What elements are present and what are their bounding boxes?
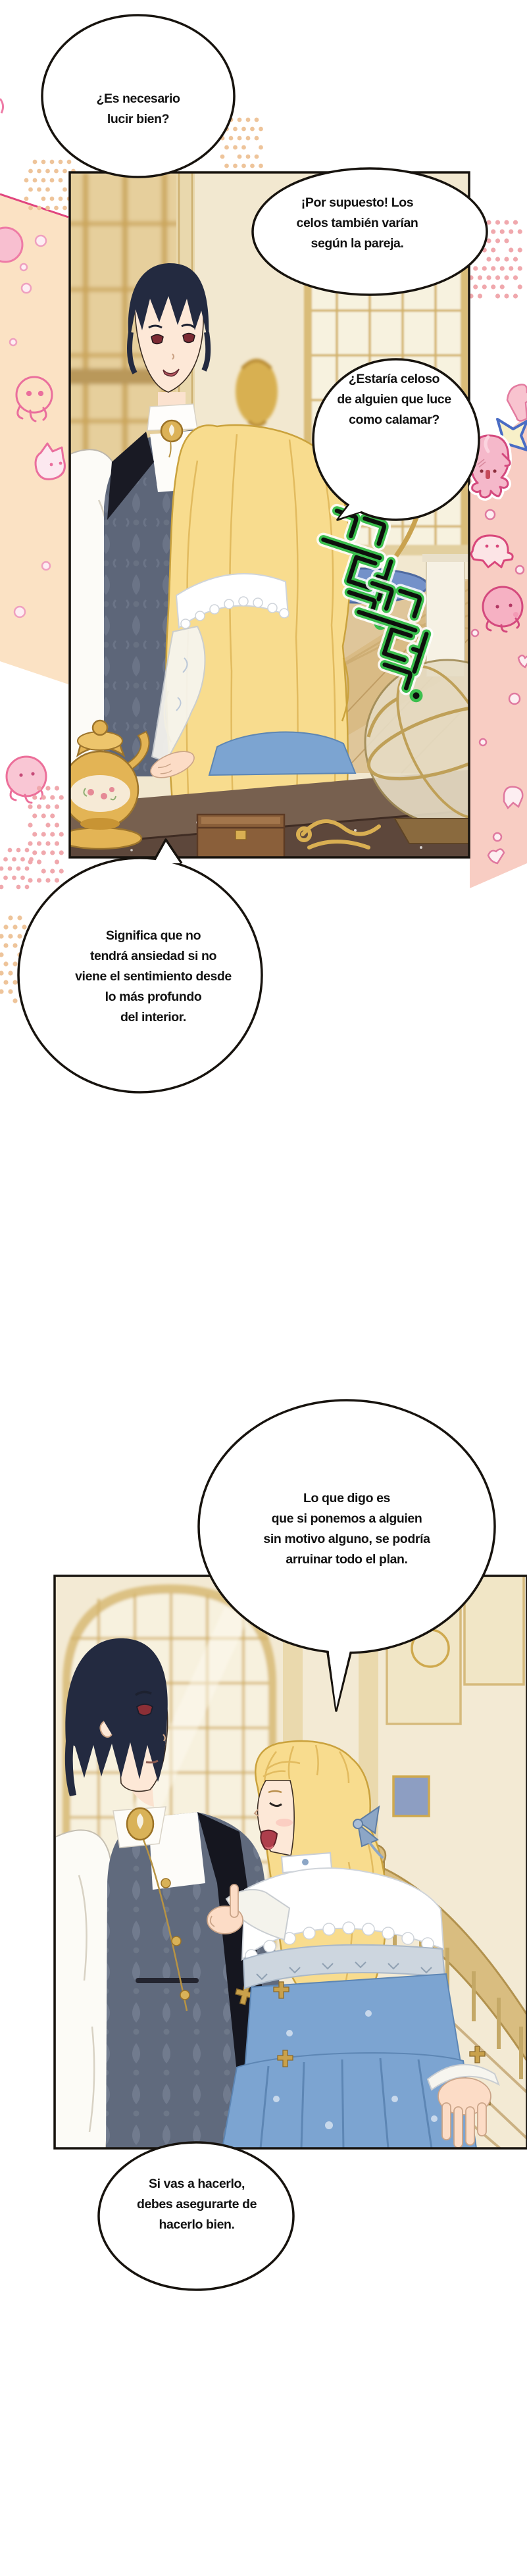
stipple-dot (500, 266, 505, 270)
stipple-dot (59, 178, 63, 183)
stipple-dot (259, 145, 263, 150)
stipple-dot (28, 822, 32, 827)
stipple-dot (3, 943, 8, 947)
stipple-dot (0, 989, 4, 994)
stipple-dot (25, 867, 30, 871)
stipple-dot (0, 867, 3, 871)
stipple-dot (32, 850, 37, 855)
stipple-dot (28, 188, 33, 192)
stipple-dot (50, 795, 55, 799)
stipple-dot (28, 878, 32, 882)
stipple-dot (473, 284, 478, 289)
stipple-dot (33, 160, 38, 164)
stipple-dot (478, 293, 482, 298)
stipple-dot (495, 257, 500, 261)
stipple-dot (255, 155, 259, 159)
stipple-dot (59, 850, 64, 855)
stipple-dot (59, 160, 63, 164)
stipple-dot (45, 804, 50, 809)
bubble6-text: Si vas a hacerlo, debes asegurarte de hacerlo bien. (136, 2176, 257, 2232)
stipple-dot (59, 869, 64, 873)
stipple-dot (3, 876, 8, 880)
stipple-dot (0, 952, 4, 957)
stipple-dot (473, 266, 478, 270)
stipple-dot (0, 971, 4, 975)
torn-blob-doodle-icon (507, 384, 527, 420)
stipple-dot (241, 145, 246, 150)
stipple-dot (37, 206, 41, 211)
stipple-dot (29, 857, 34, 862)
stipple-dot (504, 238, 509, 243)
stipple-dot (59, 832, 64, 836)
stipple-dot (250, 164, 255, 168)
stipple-dot (55, 878, 59, 882)
corner-doodle-icon (0, 99, 3, 113)
stipple-dot (45, 822, 50, 827)
stipple-dot (0, 934, 4, 938)
stipple-dot (238, 136, 242, 141)
stipple-dot (28, 804, 32, 809)
stipple-dot (255, 136, 259, 141)
stipple-dot (16, 885, 21, 890)
stipple-dot (486, 257, 491, 261)
stipple-dot (3, 961, 8, 966)
man2-eye (137, 1704, 153, 1715)
stipple-dot (504, 220, 509, 224)
stipple-dot (220, 155, 225, 159)
stipple-dot (504, 275, 509, 280)
stipple-dot (17, 934, 22, 938)
stipple-dot (238, 155, 242, 159)
stipple-dot (259, 164, 263, 168)
stipple-dot (28, 169, 33, 174)
stipple-dot (41, 795, 46, 799)
stipple-dot (50, 160, 55, 164)
stipple-dot (495, 275, 500, 280)
stipple-dot (32, 795, 37, 799)
stipple-dot (250, 127, 255, 132)
stipple-dot (28, 841, 32, 846)
stipple-dot (63, 188, 67, 192)
stipple-dot (238, 118, 242, 122)
stipple-dot (13, 998, 17, 1003)
stipple-dot (491, 229, 495, 234)
stipple-dot (246, 155, 251, 159)
stipple-dot (0, 885, 3, 890)
stipple-dot (32, 832, 37, 836)
stipple-dot (67, 160, 72, 164)
stipple-dot (491, 247, 495, 252)
stipple-dot (495, 293, 500, 298)
woman2-blush (276, 1819, 293, 1827)
stipple-dot (518, 284, 522, 289)
stipple-dot (233, 164, 238, 168)
stipple-dot (229, 136, 234, 141)
stipple-dot (41, 197, 46, 201)
stipple-dot (518, 247, 522, 252)
stipple-dot (55, 859, 59, 864)
stipple-dot (50, 869, 55, 873)
stipple-dot (246, 118, 251, 122)
stipple-dot (13, 980, 17, 984)
stipple-dot (54, 169, 59, 174)
stipple-dot (41, 160, 46, 164)
stipple-dot (482, 284, 487, 289)
panel1-wooden-chest (197, 815, 284, 857)
stipple-dot (13, 943, 17, 947)
stipple-dot (241, 164, 246, 168)
stipple-dot (45, 841, 50, 846)
stipple-dot (12, 857, 16, 862)
stipple-dot (41, 850, 46, 855)
stipple-dot (241, 127, 246, 132)
stipple-dot (59, 197, 63, 201)
stipple-dot (24, 178, 29, 183)
stipple-dot (20, 857, 25, 862)
stipple-dot (45, 878, 50, 882)
panel-2 (55, 1576, 527, 2148)
stipple-dot (50, 178, 55, 183)
stipple-dot (59, 795, 64, 799)
stipple-dot (12, 876, 16, 880)
stipple-dot (518, 266, 522, 270)
stipple-dot (8, 915, 13, 920)
stipple-dot (224, 145, 229, 150)
stipple-dot (63, 206, 67, 211)
stipple-dot (24, 197, 29, 201)
left-decorative-strip (0, 99, 68, 803)
bubble2-text: ¡Por supuesto! Los celos también varían según la pareja. (296, 195, 418, 251)
stipple-dot (495, 238, 500, 243)
stipple-dot (50, 850, 55, 855)
stipple-dot (509, 229, 513, 234)
stipple-dot (25, 885, 30, 890)
stipple-dot (37, 804, 41, 809)
stipple-dot (50, 813, 55, 818)
stipple-dot (3, 980, 8, 984)
stipple-dot (504, 293, 509, 298)
stipple-dot (233, 127, 238, 132)
stipple-dot (45, 786, 50, 790)
stipple-dot (25, 848, 30, 853)
stipple-dot (259, 127, 263, 132)
stipple-dot (482, 266, 487, 270)
stipple-dot (55, 841, 59, 846)
stipple-dot (32, 813, 37, 818)
stipple-dot (509, 266, 513, 270)
stipple-dot (28, 206, 33, 211)
stipple-dot (45, 206, 50, 211)
stipple-dot (513, 257, 518, 261)
stipple-dot (8, 971, 13, 975)
stipple-dot (3, 924, 8, 929)
stipple-dot (41, 813, 46, 818)
stipple-dot (45, 169, 50, 174)
bubble3-text: ¿Estaría celoso de alguien que luce como calamar? (337, 371, 451, 427)
stipple-dot (16, 848, 21, 853)
stipple-dot (3, 857, 8, 862)
stipple-dot (8, 867, 13, 871)
stipple-dot (13, 924, 17, 929)
stipple-dot (513, 220, 518, 224)
bubble1-text: ¿Es necesario lucir bien? (96, 91, 180, 126)
stipple-dot (8, 989, 13, 994)
bubble4-text: Significa que no tendrá ansiedad si no viene el sentimiento desde lo más profundo del interior. (75, 928, 232, 1024)
stipple-dot (55, 822, 59, 827)
stipple-dot (33, 178, 38, 183)
stipple-dot (513, 275, 518, 280)
stipple-dot (224, 164, 229, 168)
stipple-dot (255, 118, 259, 122)
stipple-dot (8, 848, 13, 853)
stipple-dot (491, 284, 495, 289)
stipple-dot (513, 293, 518, 298)
stipple-dot (478, 275, 482, 280)
stipple-dot (13, 961, 17, 966)
stipple-dot (63, 169, 67, 174)
stipple-dot (50, 197, 55, 201)
stipple-dot (233, 145, 238, 150)
stipple-dot (37, 841, 41, 846)
stipple-dot (20, 876, 25, 880)
stipple-dot (495, 220, 500, 224)
stipple-dot (509, 247, 513, 252)
stipple-dot (45, 188, 50, 192)
stipple-dot (500, 229, 505, 234)
stipple-dot (500, 284, 505, 289)
stipple-dot (41, 832, 46, 836)
stipple-dot (37, 188, 41, 192)
stipple-dot (8, 934, 13, 938)
stipple-dot (50, 832, 55, 836)
stipple-dot (246, 136, 251, 141)
stipple-dot (518, 229, 522, 234)
stipple-dot (55, 786, 59, 790)
stipple-dot (491, 266, 495, 270)
stipple-dot (37, 878, 41, 882)
stipple-dot (504, 257, 509, 261)
man2-vest-pocket (136, 1978, 199, 1983)
stipple-dot (17, 915, 22, 920)
stipple-dot (41, 178, 46, 183)
stipple-dot (37, 169, 41, 174)
stipple-dot (37, 786, 41, 790)
bubble5-text: Lo que digo es que si ponemos a alguien sin motivo alguno, se podría arruinar todo el plan. (263, 1491, 430, 1567)
panel1-pedestal-column (422, 554, 468, 676)
stipple-dot (54, 206, 59, 211)
stipple-dot (16, 867, 21, 871)
octopus-doodle-2-icon (7, 757, 46, 803)
stipple-dot (22, 924, 26, 929)
stipple-dot (55, 804, 59, 809)
stipple-dot (486, 275, 491, 280)
stipple-dot (37, 859, 41, 864)
stipple-dot (41, 869, 46, 873)
